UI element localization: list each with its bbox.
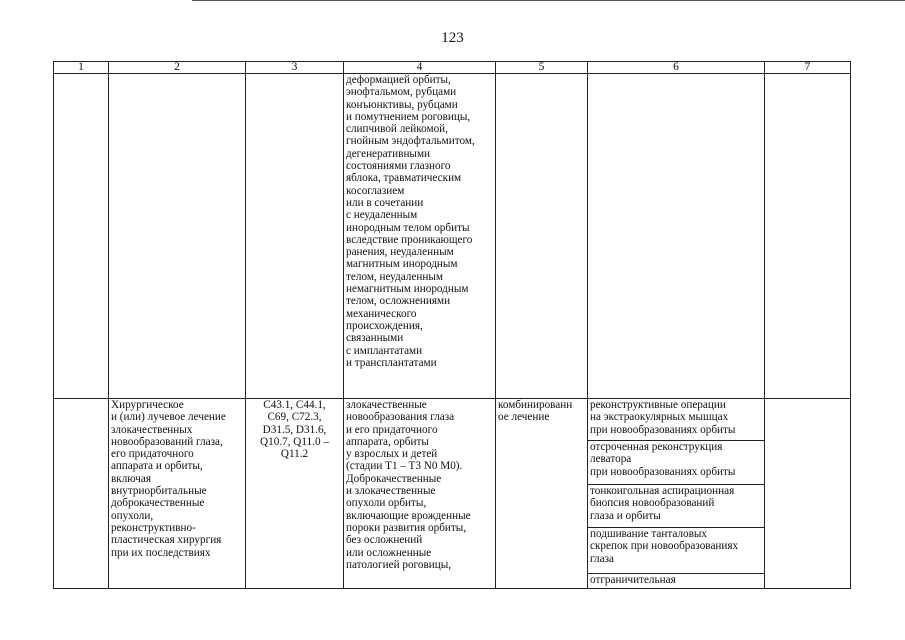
- treatment-method-item: [588, 485, 764, 528]
- cell-empty: [246, 74, 344, 399]
- text-line: при новообразованиях орбиты: [590, 465, 736, 478]
- text-line: на экстраокулярных мышцах: [590, 411, 729, 424]
- text-line: при их последствиях: [111, 546, 211, 559]
- text-line: Q10.7, Q11.0 –: [260, 435, 329, 448]
- text-line: аппарата, орбиты: [346, 435, 429, 448]
- text-line: отграничительная: [590, 574, 676, 586]
- text-line: деформацией орбиты,: [346, 74, 451, 86]
- text-line: вследствие проникающего: [346, 233, 473, 246]
- text-line: глаза: [590, 552, 614, 565]
- text-line: ое лечение: [498, 411, 550, 424]
- cell-empty: [765, 74, 851, 399]
- page-number: 123: [441, 30, 464, 46]
- text-line: подшивание танталовых: [590, 528, 708, 540]
- text-line: немагнитным инородным: [346, 283, 469, 296]
- text-line: связанными: [346, 332, 404, 345]
- text-line: с имплантатами: [346, 344, 423, 357]
- text-line: внутриорбитальные: [111, 485, 207, 498]
- treatment-type-cell: [496, 399, 588, 589]
- text-line: аппарата и орбиты,: [111, 460, 203, 473]
- text-line: опухоли,: [111, 509, 154, 522]
- text-line: реконструктивно-: [111, 521, 196, 534]
- text-line: состояниями глазного: [346, 160, 451, 173]
- text-line: энофтальмом, рубцами: [346, 86, 457, 99]
- text-line: реконструктивные операции: [590, 399, 726, 411]
- treatment-method-item: [588, 528, 764, 574]
- text-line: пороки развития орбиты,: [346, 521, 467, 534]
- cell-empty: [109, 74, 246, 399]
- text-line: пластическая хирургия: [111, 534, 222, 547]
- text-line: или осложненные: [346, 546, 432, 559]
- icd-codes-cell: [246, 399, 344, 589]
- text-line: телом, неудаленным: [346, 270, 443, 283]
- text-line: отсроченная реконструкция: [590, 441, 723, 453]
- text-line: без осложнений: [346, 534, 423, 547]
- text-line: при новообразованиях орбиты: [590, 423, 736, 436]
- text-line: (стадии T1 – T3 N0 M0).: [346, 460, 463, 473]
- cell-empty: [496, 74, 588, 399]
- text-line: комбинированн: [498, 399, 573, 411]
- text-line: включая: [111, 472, 151, 485]
- text-line: тонкоигольная аспирационная: [590, 485, 735, 497]
- text-line: ранения, неудаленным: [346, 246, 454, 259]
- text-line: механического: [346, 307, 417, 320]
- text-line: косоглазием: [346, 184, 405, 197]
- text-line: с неудаленным: [346, 209, 418, 222]
- text-line: включающие врожденные: [346, 509, 471, 522]
- text-line: и злокачественные: [346, 485, 436, 498]
- text-line: происхождения,: [346, 319, 423, 332]
- cell-empty: [765, 399, 851, 589]
- text-line: у взрослых и детей: [346, 448, 438, 461]
- text-line: доброкачественные: [111, 497, 205, 510]
- text-line: злокачественные: [346, 399, 427, 411]
- cell-empty: [588, 74, 765, 399]
- text-line: дегенеративными: [346, 147, 431, 160]
- text-line: новообразования глаза: [346, 411, 455, 424]
- text-line: скрепок при новообразованиях: [590, 540, 739, 553]
- text-line: слипчивой лейкомой,: [346, 123, 448, 136]
- table-row: [54, 399, 851, 589]
- text-line: инородным телом орбиты: [346, 221, 470, 234]
- treatment-methods-cell: [588, 399, 765, 589]
- column-number: 2: [109, 62, 246, 74]
- text-line: яблока, травматическим: [346, 172, 462, 185]
- text-line: D31.5, D31.6,: [262, 423, 327, 436]
- column-number: 1: [54, 62, 109, 74]
- column-number: 6: [588, 62, 765, 74]
- text-line: магнитным инородным: [346, 258, 458, 271]
- column-number: 3: [246, 62, 344, 74]
- text-line: биопсия новообразований: [590, 497, 715, 510]
- table-row: [54, 74, 851, 399]
- text-line: гнойным эндофтальмитом,: [346, 135, 475, 148]
- column-number: 5: [496, 62, 588, 74]
- column-number-row: [54, 62, 851, 74]
- text-line: глаза и орбиты: [590, 509, 661, 522]
- text-line: опухоли орбиты,: [346, 497, 427, 510]
- text-line: новообразований глаза,: [111, 435, 223, 448]
- procedures-table: [53, 61, 851, 589]
- text-line: телом, осложнениями: [346, 295, 451, 308]
- treatment-method-item: [588, 399, 764, 441]
- column-number: 7: [765, 62, 851, 74]
- text-line: и помутнением роговицы,: [346, 110, 471, 123]
- text-line: и трансплантатами: [346, 356, 437, 369]
- text-line: злокачественных: [111, 423, 193, 436]
- text-line: и его придаточного: [346, 423, 438, 436]
- text-line: леватора: [590, 453, 632, 466]
- treatment-method-item: [588, 574, 764, 588]
- text-line: Доброкачественные: [346, 472, 442, 485]
- diagnosis-cell: [344, 74, 496, 399]
- text-line: его придаточного: [111, 448, 194, 461]
- text-line: Q11.2: [280, 448, 309, 461]
- text-line: патологией роговицы,: [346, 558, 452, 571]
- diagnosis-cell: [344, 399, 496, 589]
- text-line: Хирургическое: [111, 399, 184, 411]
- text-line: и (или) лучевое лечение: [111, 411, 226, 424]
- text-line: конъюнктивы, рубцами: [346, 98, 458, 111]
- text-line: или в сочетании: [346, 196, 424, 209]
- text-line: C69, C72.3,: [267, 411, 322, 424]
- top-rule: [192, 0, 905, 1]
- text-line: C43.1, C44.1,: [263, 399, 326, 411]
- cell-empty: [54, 74, 109, 399]
- column-number: 4: [344, 62, 496, 74]
- treatment-method-item: [588, 441, 764, 485]
- treatment-group-cell: [109, 399, 246, 589]
- cell-empty: [54, 399, 109, 589]
